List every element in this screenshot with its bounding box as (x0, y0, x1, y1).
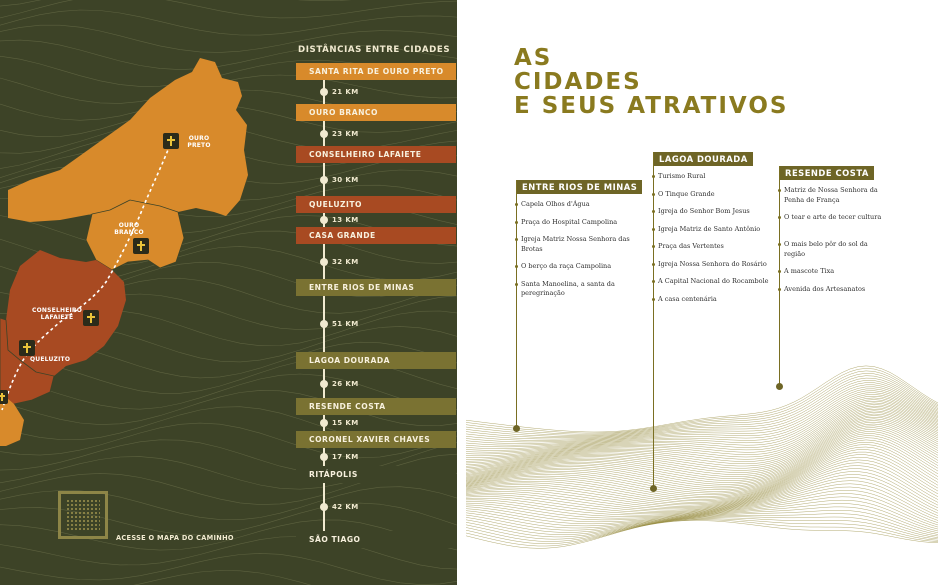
distance-km-label: 32 KM (332, 257, 359, 266)
distance-km-label: 13 KM (332, 216, 359, 224)
column-heading: ENTRE RIOS DE MINAS (517, 180, 642, 194)
distance-stop: CORONEL XAVIER CHAVES (296, 431, 456, 448)
attraction-bullet (778, 216, 781, 219)
attraction-bullet (652, 210, 655, 213)
attraction-item: A Capital Nacional do Rocambole (658, 277, 769, 285)
column-line (779, 166, 780, 386)
attraction-bullet (652, 280, 655, 283)
attraction-item: Igreja do Senhor Bom Jesus (658, 207, 750, 215)
attraction-item: Igreja Matriz de Santo Antônio (658, 224, 761, 233)
attraction-item: O mais belo pôr do sol da região (784, 240, 868, 258)
attraction-bullet (652, 245, 655, 248)
attraction-bullet (778, 288, 781, 291)
distances-page (0, 0, 457, 585)
attraction-item: Avenida dos Artesanatos (784, 284, 866, 293)
page-gutter (457, 0, 466, 585)
distance-dot (320, 130, 328, 138)
distances-title: DISTÂNCIAS ENTRE CIDADES (298, 45, 451, 55)
attraction-bullet (652, 228, 655, 231)
marker-lafaiete (83, 310, 99, 326)
attraction-bullet (515, 221, 518, 224)
attraction-item: Praça das Vertentes (658, 242, 724, 250)
map-label-queluzito: QUELUZITO (30, 356, 71, 363)
distance-dot (320, 503, 328, 511)
column-heading: RESENDE COSTA (780, 166, 874, 180)
distance-stop: LAGOA DOURADA (296, 352, 456, 369)
distance-km-label: 21 KM (332, 88, 359, 96)
distance-stop: SANTA RITA DE OURO PRETO (296, 63, 456, 80)
map-label-ouro-preto: OURO PRETO (187, 135, 211, 149)
heading-line-2: CIDADES (514, 69, 642, 95)
heading-line-3: E SEUS ATRATIVOS (514, 93, 789, 119)
page-heading (514, 46, 788, 118)
map-link-text[interactable]: ACESSE O MAPA DO CAMINHO (116, 534, 234, 542)
attraction-bullet (652, 298, 655, 301)
attraction-bullet (778, 189, 781, 192)
attraction-bullet (652, 175, 655, 178)
column-end-dot (650, 485, 657, 492)
attraction-bullet (515, 265, 518, 268)
column-line (516, 180, 517, 428)
attraction-item: A casa centenária (658, 294, 717, 303)
map-label-lafaiete: CONSELHEIRO LAFAIETE (32, 307, 83, 321)
attraction-bullet (515, 283, 518, 286)
column-heading: LAGOA DOURADA (654, 152, 753, 166)
distance-dot (320, 258, 328, 266)
column-line (653, 152, 654, 488)
distance-km-label: 26 KM (332, 379, 359, 388)
attraction-bullet (515, 238, 518, 241)
distance-dot (320, 176, 328, 184)
attraction-item: Matriz de Nossa Senhora da Penha de França (784, 186, 878, 204)
attraction-bullet (515, 203, 518, 206)
distance-km-label: 30 KM (332, 175, 359, 184)
map-label-ouro-branco: OURO BRANCO (114, 222, 144, 236)
distance-stop: RITÁPOLIS (296, 466, 456, 483)
distance-dot (320, 320, 328, 328)
distance-stop: CONSELHEIRO LAFAIETE (296, 146, 456, 163)
attraction-bullet (778, 243, 781, 246)
marker-casa-grande (0, 390, 8, 404)
heading-line-1: AS (514, 45, 553, 71)
attraction-bullet (778, 270, 781, 273)
attraction-item: Turismo Rural (658, 172, 706, 180)
attraction-bullet (652, 263, 655, 266)
distance-km-label: 51 KM (332, 320, 359, 328)
attraction-item: Igreja Nossa Senhora do Rosário (658, 259, 767, 268)
route-map (0, 0, 300, 585)
attractions-page (466, 0, 938, 585)
attraction-item: O tear e arte de tecer cultura (784, 213, 882, 221)
distance-stop: RESENDE COSTA (296, 398, 456, 415)
attraction-item: Capela Olhos d'Água (521, 200, 590, 208)
distance-stop: SÃO TIAGO (296, 531, 456, 548)
marker-queluzito (19, 340, 35, 356)
distance-dot (320, 380, 328, 388)
distance-stop: OURO BRANCO (296, 104, 456, 121)
marker-ouro-branco (133, 238, 149, 254)
distance-km-label: 17 KM (332, 453, 359, 461)
distance-km-label: 42 KM (332, 503, 359, 511)
attraction-bullet (652, 193, 655, 196)
distance-km-label: 23 KM (332, 129, 359, 138)
distance-dot (320, 216, 328, 224)
distance-stop: QUELUZITO (296, 196, 456, 213)
attraction-item: Igreja Matriz Nossa Senhora das Brotas (521, 235, 630, 253)
distance-km-label: 15 KM (332, 419, 359, 427)
distance-dot (320, 88, 328, 96)
attraction-item: A mascote Tixa (784, 267, 835, 275)
attraction-item: O berço da raça Campolina (521, 262, 612, 270)
column-end-dot (513, 425, 520, 432)
distance-dot (320, 419, 328, 427)
qr-code[interactable] (58, 491, 108, 539)
distance-dot (320, 453, 328, 461)
marker-ouro-preto (163, 133, 179, 149)
column-end-dot (776, 383, 783, 390)
attraction-item: Praça do Hospital Campolina (521, 217, 618, 226)
distance-stop: ENTRE RIOS DE MINAS (296, 279, 456, 296)
attraction-item: O Tinque Grande (658, 189, 715, 198)
distance-stop: CASA GRANDE (296, 227, 456, 244)
attraction-item: Santa Manoelina, a santa da peregrinação (521, 279, 615, 297)
